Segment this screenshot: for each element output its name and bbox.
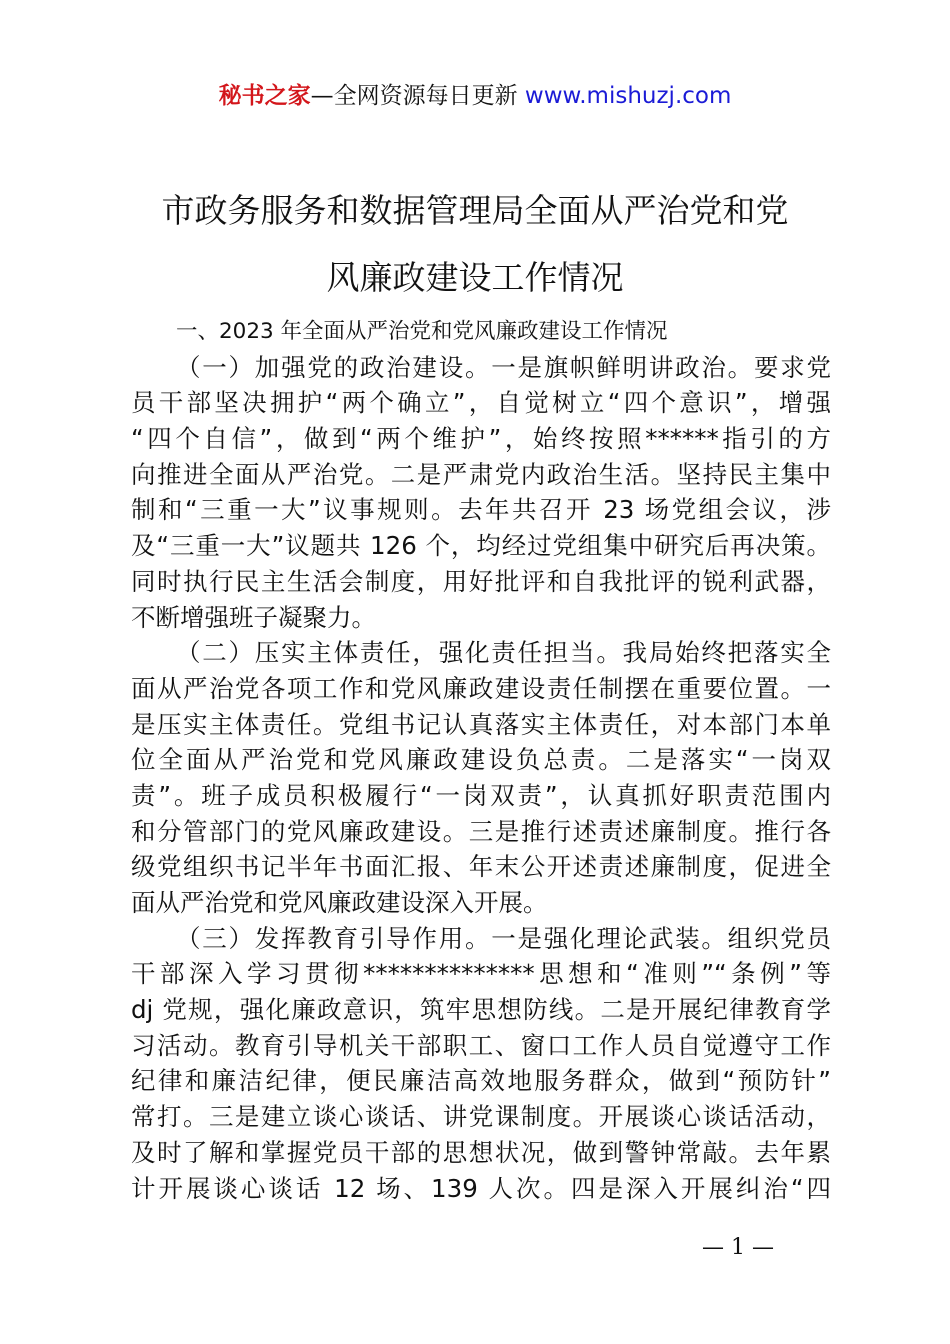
body-line: 制和“三重一大”议事规则。去年共召开 23 场党组会议，涉 [131, 495, 831, 525]
body-line: 计开展谈心谈话 12 场、139 人次。四是深入开展纠治“四 [131, 1173, 831, 1203]
body-line: 常打。三是建立谈心谈话、讲党课制度。开展谈心谈话活动， [131, 1102, 831, 1132]
body-line: 向推进全面从严治党。二是严肃党内政治生活。坚持民主集中 [131, 459, 831, 489]
body-line: 同时执行民主生活会制度，用好批评和自我批评的锐利武器， [131, 566, 831, 596]
body-line: 级党组织书记半年书面汇报、年末公开述责述廉制度，促进全 [131, 852, 831, 882]
body-line: （二）压实主体责任，强化责任担当。我局始终把落实全 [176, 638, 831, 668]
body-line: 面从严治党和党风廉政建设深入开展。 [131, 888, 548, 917]
section-heading: 一、2023 年全面从严治党和党风廉政建设工作情况 [176, 319, 668, 344]
body-line: 和分管部门的党风廉政建设。三是推行述责述廉制度。推行各 [131, 816, 831, 846]
document-body [131, 314, 831, 1206]
body-line: 面从严治党各项工作和党风廉政建设责任制摆在重要位置。一 [131, 673, 831, 703]
body-line: dj 党规，强化廉政意识，筑牢思想防线。二是开展纪律教育学 [131, 995, 831, 1025]
body-line: 员干部坚决拥护“两个确立”，自觉树立“四个意识”，增强 [131, 388, 831, 418]
document-title-line-1: 市政务服务和数据管理局全面从严治党和党 [161, 191, 789, 230]
body-line: 习活动。教育引导机关干部职工、窗口工作人员自觉遵守工作 [131, 1030, 831, 1060]
body-line: （一）加强党的政治建设。一是旗帜鲜明讲政治。要求党 [176, 352, 831, 382]
brand-name: 秘书之家 [218, 83, 311, 109]
body-line: 及时了解和掌握党员干部的思想状况，做到警钟常敲。去年累 [131, 1137, 831, 1167]
body-line: “四个自信”，做到“两个维护”，始终按照******指引的方 [131, 424, 831, 454]
body-line: 位全面从严治党和党风廉政建设负总责。二是落实“一岗双 [131, 745, 831, 775]
body-line: 不断增强班子凝聚力。 [131, 602, 376, 632]
body-line: 及“三重一大”议题共 126 个，均经过党组集中研究后再决策。 [131, 531, 831, 561]
body-line: 纪律和廉洁纪律，便民廉洁高效地服务群众，做到“预防针” [131, 1066, 831, 1096]
body-line: 责”。班子成员积极履行“一岗双责”，认真抓好职责范围内 [131, 780, 831, 810]
header-tagline: —全网资源每日更新 [310, 83, 518, 109]
site-url[interactable]: www.mishuzj.com [524, 83, 732, 109]
body-line: 是压实主体责任。党组书记认真落实主体责任，对本部门本单 [131, 709, 831, 739]
body-line: 干部深入学习贯彻**************思想和“准则”“条例”等 [131, 959, 831, 989]
document-title-line-2: 风廉政建设工作情况 [326, 258, 624, 297]
body-line: （三）发挥教育引导作用。一是强化理论武装。组织党员 [176, 923, 831, 953]
page-number: — 1 — [702, 1235, 774, 1260]
site-header [0, 80, 950, 112]
